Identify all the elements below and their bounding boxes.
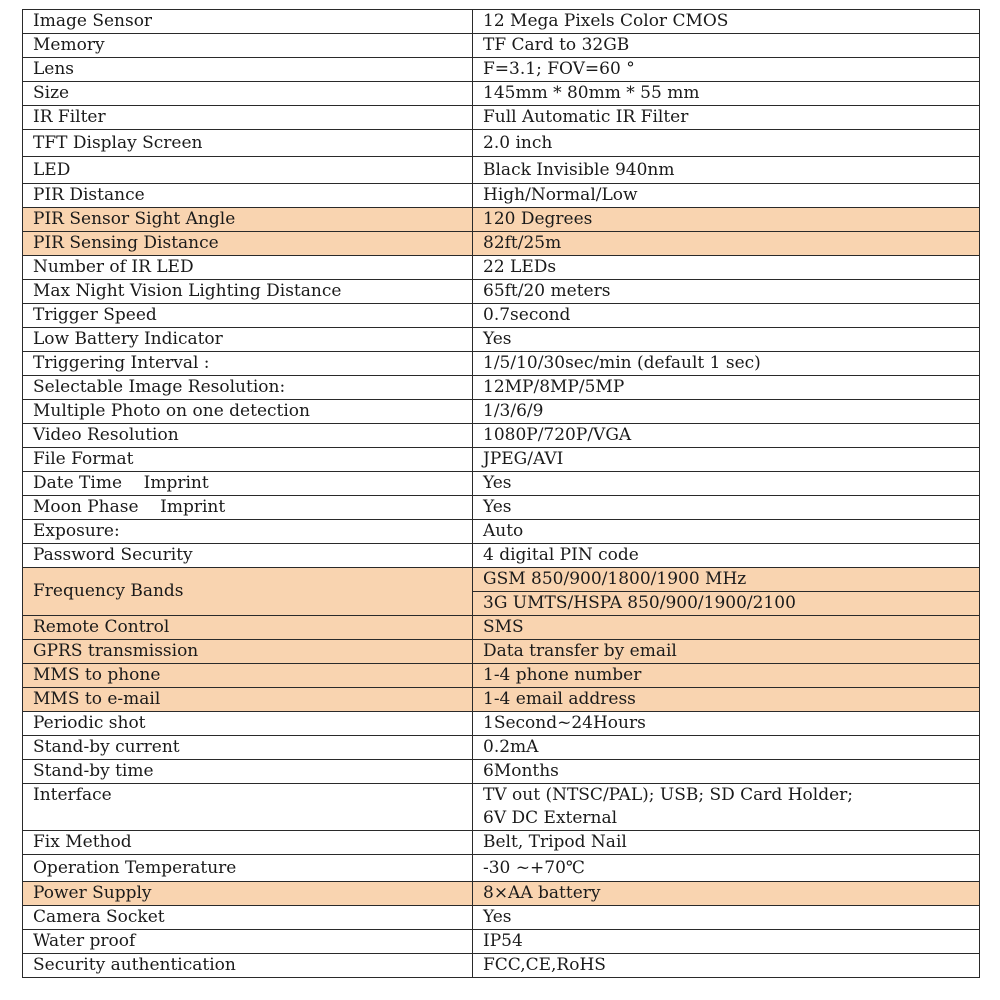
spec-value-line: TV out (NTSC/PAL); USB; SD Card Holder; [483, 785, 853, 805]
spec-label: Video Resolution [23, 424, 473, 448]
spec-row [23, 157, 980, 184]
spec-label: Selectable Image Resolution: [23, 376, 473, 400]
spec-row [23, 736, 980, 760]
spec-label: Remote Control [23, 616, 473, 640]
spec-row [23, 472, 980, 496]
spec-row [23, 496, 980, 520]
spec-value: Black Invisible 940nm [473, 157, 980, 184]
spec-value: 12MP/8MP/5MP [473, 376, 980, 400]
spec-row [23, 930, 980, 954]
spec-label: Multiple Photo on one detection [23, 400, 473, 424]
spec-row [23, 280, 980, 304]
spec-row-highlighted [23, 616, 980, 640]
spec-label: Triggering Interval : [23, 352, 473, 376]
spec-label: Interface [23, 784, 473, 831]
spec-row-highlighted [23, 640, 980, 664]
spec-label: PIR Sensor Sight Angle [23, 208, 473, 232]
spec-label: Number of IR LED [23, 256, 473, 280]
spec-row [23, 184, 980, 208]
spec-label: Low Battery Indicator [23, 328, 473, 352]
spec-value: F=3.1; FOV=60 ° [473, 58, 980, 82]
spec-row [23, 712, 980, 736]
spec-value: Yes [473, 328, 980, 352]
spec-row [23, 448, 980, 472]
spec-value-multiline [473, 784, 980, 831]
spec-value: Data transfer by email [473, 640, 980, 664]
spec-value: Yes [473, 906, 980, 930]
spec-label: Lens [23, 58, 473, 82]
spec-row [23, 784, 980, 831]
spec-label: LED [23, 157, 473, 184]
spec-row-highlighted [23, 664, 980, 688]
spec-value: 4 digital PIN code [473, 544, 980, 568]
spec-value: 1/3/6/9 [473, 400, 980, 424]
spec-value: 3G UMTS/HSPA 850/900/1900/2100 [473, 592, 980, 616]
spec-label: IR Filter [23, 106, 473, 130]
spec-row [23, 106, 980, 130]
spec-value: 1-4 email address [473, 688, 980, 712]
spec-label: Size [23, 82, 473, 106]
spec-label: TFT Display Screen [23, 130, 473, 157]
spec-label: Frequency Bands [23, 568, 473, 616]
spec-value: Yes [473, 496, 980, 520]
spec-row [23, 82, 980, 106]
spec-value: 82ft/25m [473, 232, 980, 256]
spec-row-highlighted [23, 232, 980, 256]
spec-row [23, 304, 980, 328]
spec-label: Fix Method [23, 831, 473, 855]
spec-label: Moon Phase Imprint [23, 496, 473, 520]
spec-label: Max Night Vision Lighting Distance [23, 280, 473, 304]
spec-value: 0.2mA [473, 736, 980, 760]
spec-row [23, 352, 980, 376]
spec-value: 1Second~24Hours [473, 712, 980, 736]
spec-value: 0.7second [473, 304, 980, 328]
spec-value: 22 LEDs [473, 256, 980, 280]
spec-row [23, 256, 980, 280]
spec-row-highlighted [23, 688, 980, 712]
spec-value: Auto [473, 520, 980, 544]
spec-row [23, 130, 980, 157]
spec-value: 8×AA battery [473, 882, 980, 906]
spec-value: Full Automatic IR Filter [473, 106, 980, 130]
spec-label: Image Sensor [23, 10, 473, 34]
spec-label: Power Supply [23, 882, 473, 906]
spec-row [23, 34, 980, 58]
spec-label: MMS to phone [23, 664, 473, 688]
spec-value: 2.0 inch [473, 130, 980, 157]
spec-value: 6Months [473, 760, 980, 784]
spec-row-highlighted [23, 882, 980, 906]
spec-row [23, 400, 980, 424]
spec-value: 1/5/10/30sec/min (default 1 sec) [473, 352, 980, 376]
spec-label: Stand-by current [23, 736, 473, 760]
spec-row [23, 954, 980, 978]
spec-row [23, 544, 980, 568]
spec-value: 145mm * 80mm * 55 mm [473, 82, 980, 106]
spec-value: 120 Degrees [473, 208, 980, 232]
spec-label: Trigger Speed [23, 304, 473, 328]
spec-value: Yes [473, 472, 980, 496]
spec-row [23, 376, 980, 400]
spec-label: File Format [23, 448, 473, 472]
spec-row [23, 58, 980, 82]
spec-label: PIR Sensing Distance [23, 232, 473, 256]
spec-value: FCC,CE,RoHS [473, 954, 980, 978]
spec-row [23, 10, 980, 34]
spec-row [23, 760, 980, 784]
spec-value-line: 6V DC External [483, 808, 618, 828]
spec-label: Periodic shot [23, 712, 473, 736]
spec-value: IP54 [473, 930, 980, 954]
spec-sheet [22, 9, 978, 978]
spec-row-highlighted [23, 208, 980, 232]
spec-value: Belt, Tripod Nail [473, 831, 980, 855]
spec-label: Water proof [23, 930, 473, 954]
spec-value: GSM 850/900/1800/1900 MHz [473, 568, 980, 592]
spec-label: PIR Distance [23, 184, 473, 208]
spec-label: Security authentication [23, 954, 473, 978]
spec-label: Date Time Imprint [23, 472, 473, 496]
spec-label: Exposure: [23, 520, 473, 544]
spec-label: GPRS transmission [23, 640, 473, 664]
spec-row [23, 855, 980, 882]
spec-value: 1080P/720P/VGA [473, 424, 980, 448]
spec-value: 1-4 phone number [473, 664, 980, 688]
spec-value: High/Normal/Low [473, 184, 980, 208]
spec-label: Password Security [23, 544, 473, 568]
spec-label: Stand-by time [23, 760, 473, 784]
spec-label: Camera Socket [23, 906, 473, 930]
spec-row [23, 328, 980, 352]
spec-value: 12 Mega Pixels Color CMOS [473, 10, 980, 34]
spec-label: Operation Temperature [23, 855, 473, 882]
spec-row-highlighted [23, 568, 980, 592]
spec-value: 65ft/20 meters [473, 280, 980, 304]
spec-row [23, 424, 980, 448]
spec-label: Memory [23, 34, 473, 58]
spec-row [23, 831, 980, 855]
spec-value: TF Card to 32GB [473, 34, 980, 58]
spec-table [22, 9, 980, 978]
spec-label: MMS to e-mail [23, 688, 473, 712]
spec-row [23, 906, 980, 930]
spec-row [23, 520, 980, 544]
spec-value: SMS [473, 616, 980, 640]
spec-value: JPEG/AVI [473, 448, 980, 472]
spec-value: -30 ~+70℃ [473, 855, 980, 882]
